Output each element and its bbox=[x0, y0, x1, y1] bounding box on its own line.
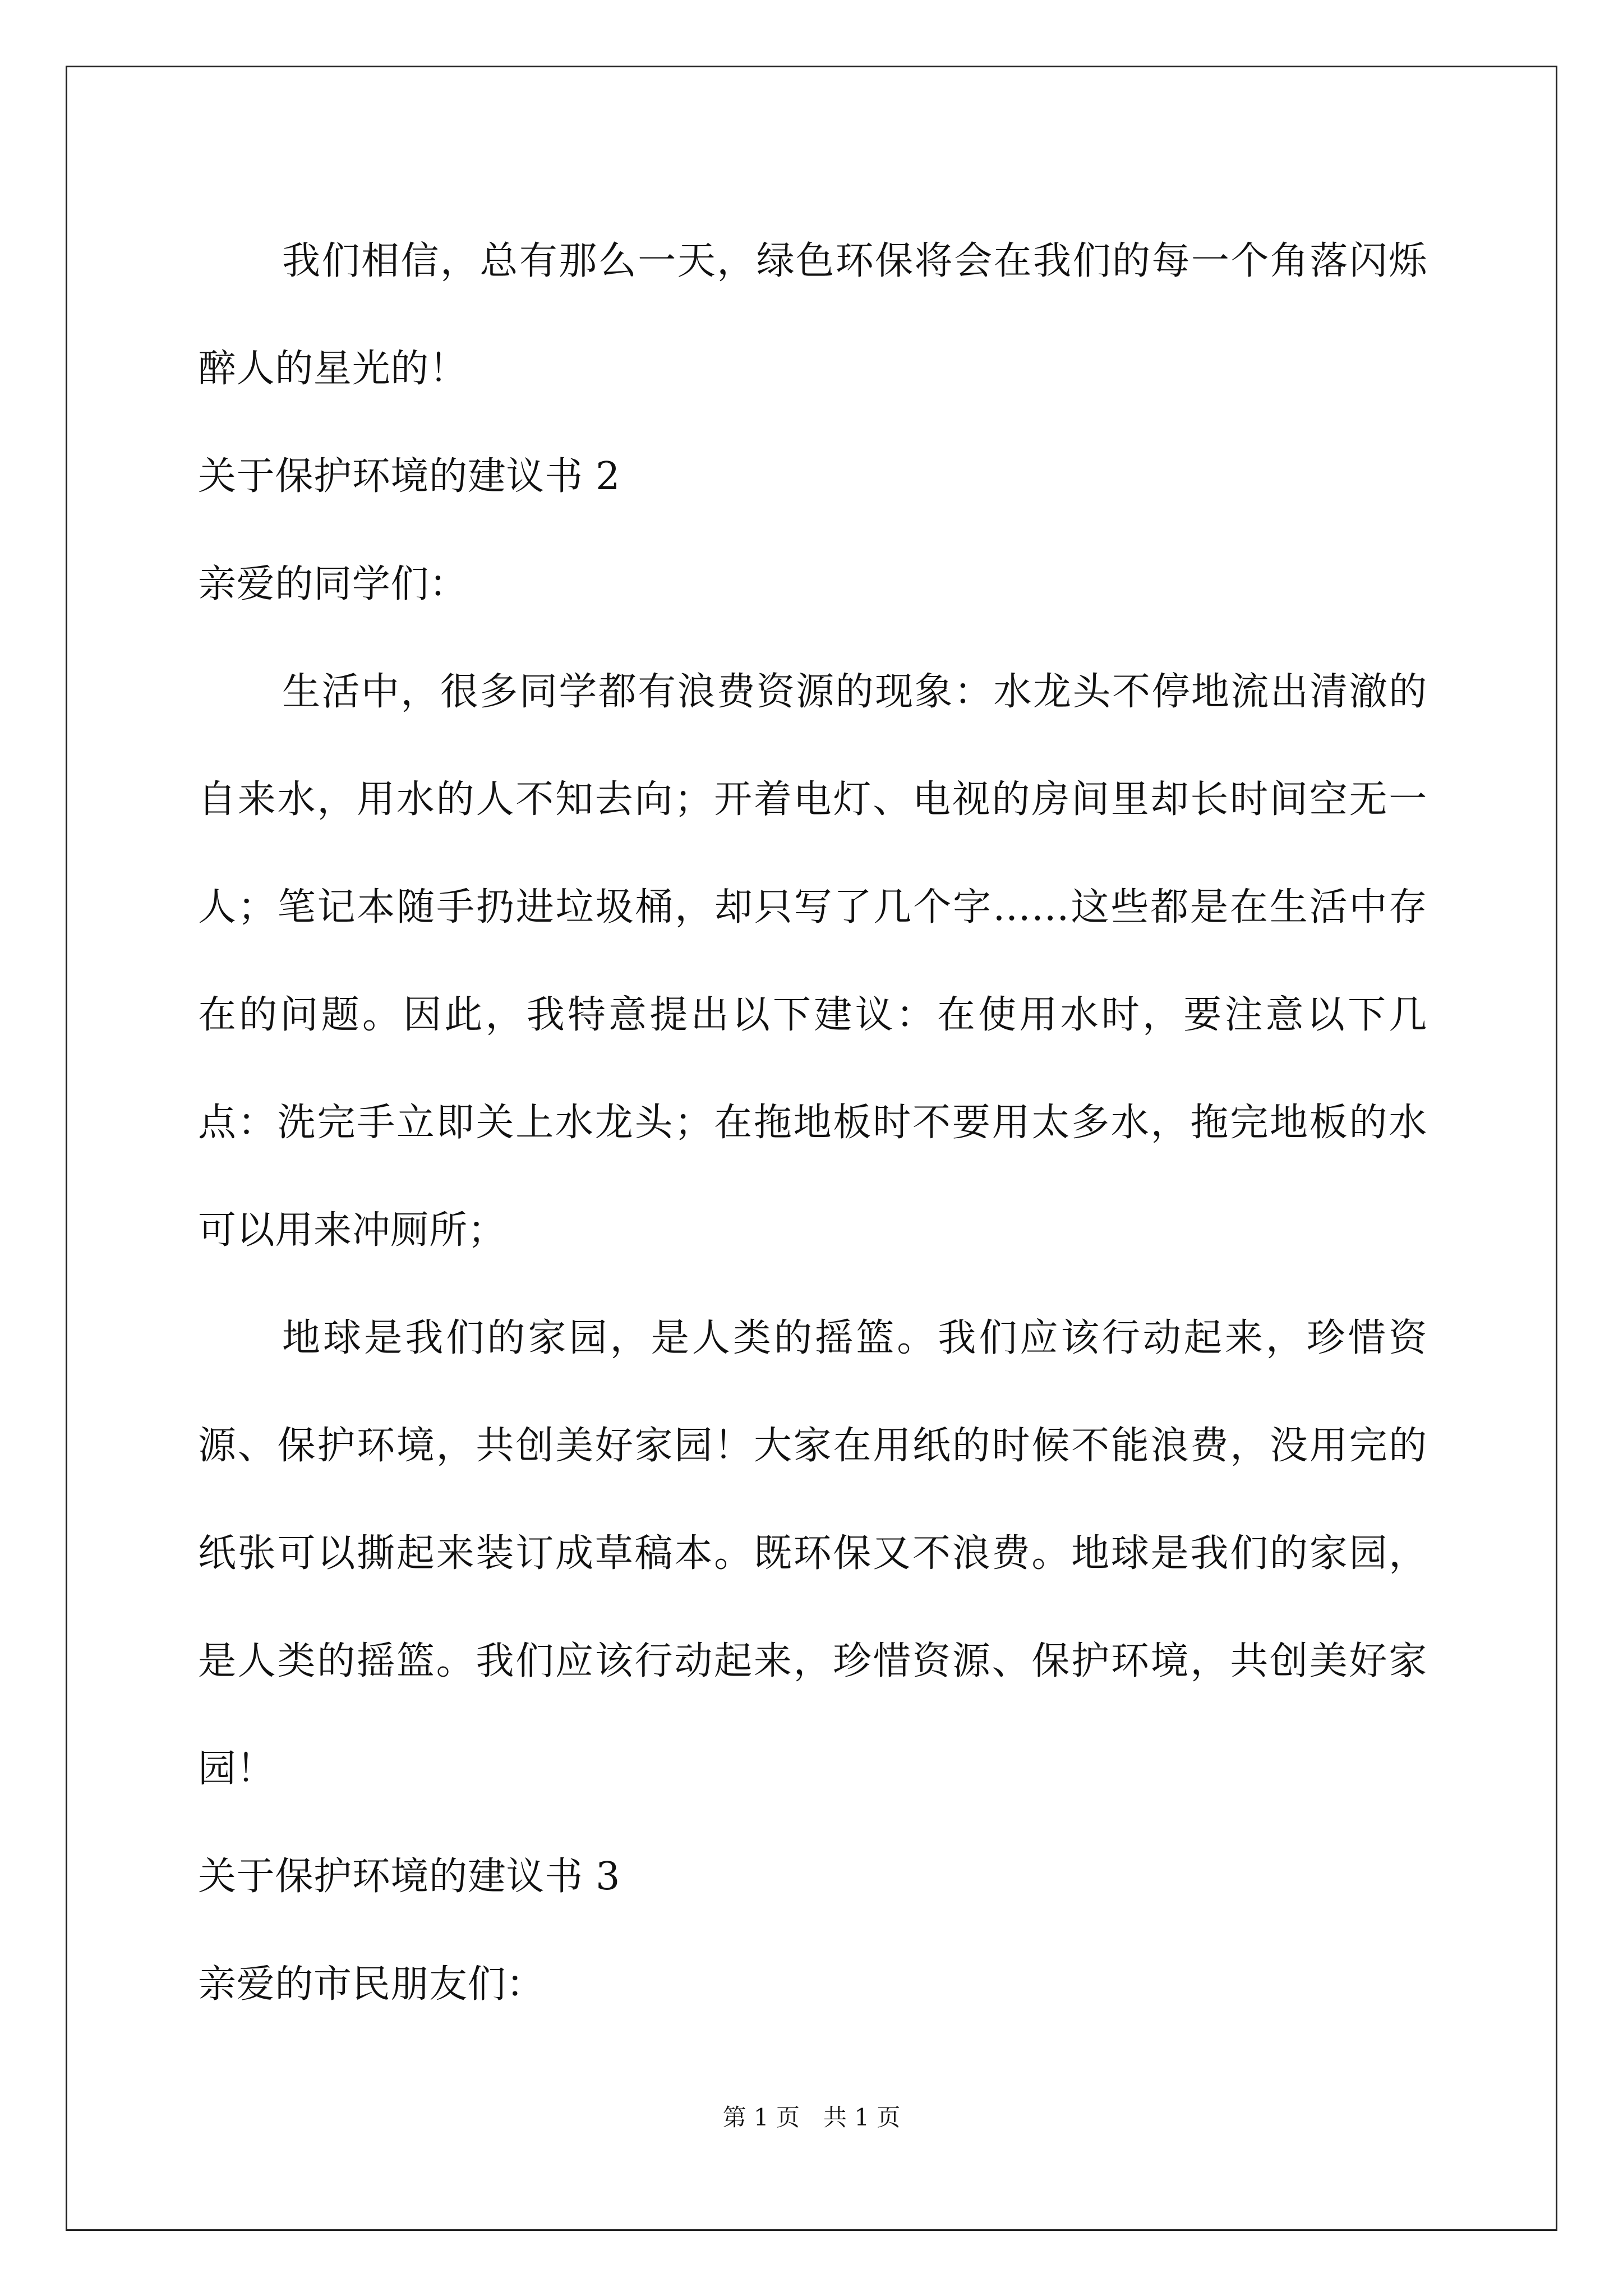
document-body bbox=[198, 208, 1427, 2039]
heading-proposal-2: 关于保护环境的建议书 2 bbox=[198, 454, 621, 499]
salutation-students: 亲爱的同学们： bbox=[198, 562, 468, 606]
paragraph-closing-hope: 我们相信，总有那么一天，绿色环保将会在我们的每一个角落闪烁醉人的星光的！ bbox=[198, 239, 1427, 391]
heading-proposal-3: 关于保护环境的建议书 3 bbox=[198, 1855, 621, 1899]
page-footer: 第 1 页 共 1 页 bbox=[722, 2104, 901, 2131]
paragraph-waste-issues: 生活中，很多同学都有浪费资源的现象：水龙头不停地流出清澈的自来水，用水的人不知去向；开着电灯、电视的房间里却长时间空无一人；笔记本随手扔进垃圾桶，却只写了几个字……这些都是在生活中存在的问题。因此，我特意提出以下建议：在使用水时，要注意以下几点：洗完手立即关上水龙头；在拖地板时不要用太多水，拖完地板的水可以用来冲厕所； bbox=[198, 670, 1427, 1253]
salutation-citizens: 亲爱的市民朋友们： bbox=[198, 1962, 545, 2007]
paragraph-earth-home: 地球是我们的家园，是人类的摇篮。我们应该行动起来，珍惜资源、保护环境，共创美好家园！大家在用纸的时候不能浪费，没用完的纸张可以撕起来装订成草稿本。既环保又不浪费。地球是我们的家园，是人类的摇篮。我们应该行动起来，珍惜资源、保护环境，共创美好家园！ bbox=[198, 1316, 1427, 1791]
